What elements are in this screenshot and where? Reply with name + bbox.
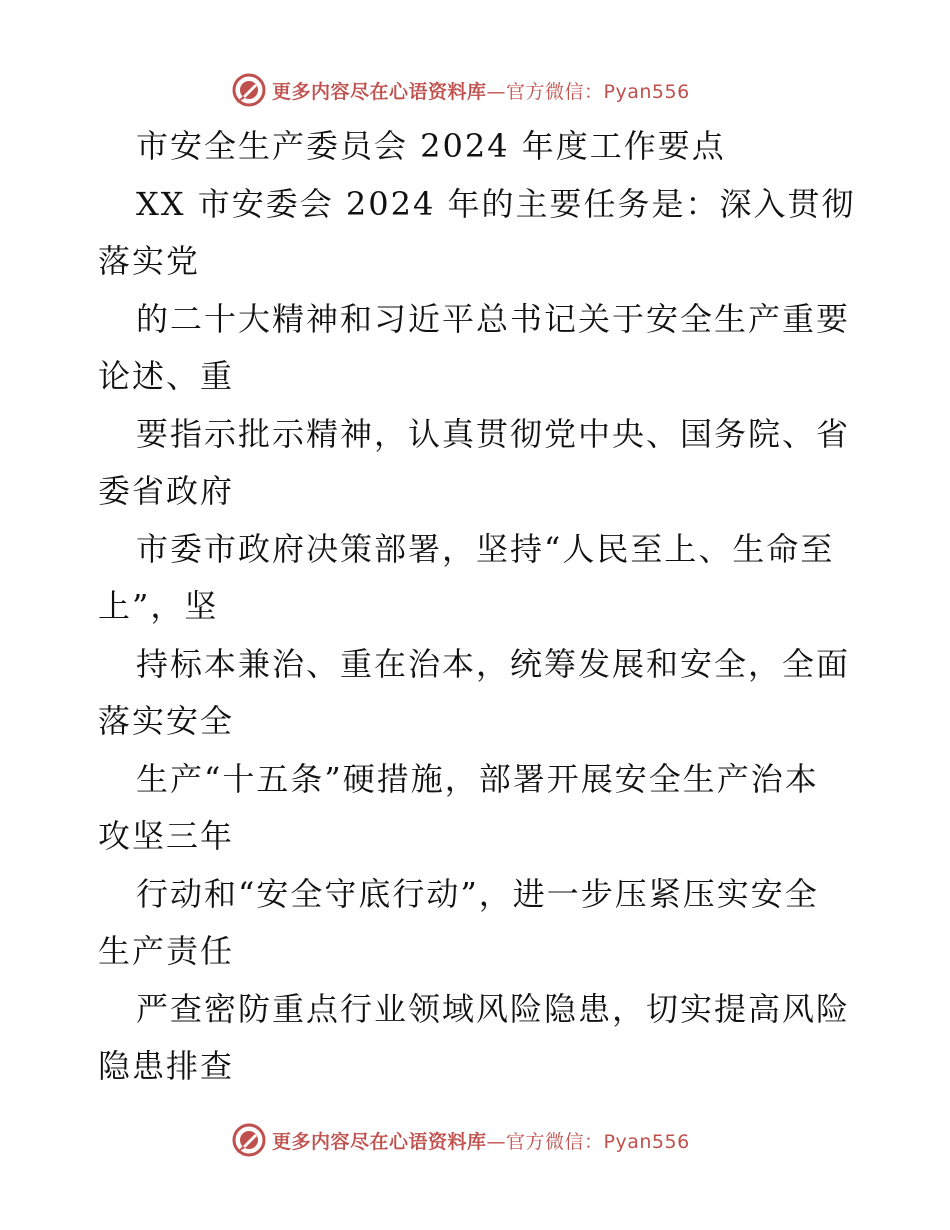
body-line: 严查密防重点行业领域风险隐患，切实提高风险 xyxy=(136,989,851,1028)
body-line: 的二十大精神和习近平总书记关于安全生产重要 xyxy=(136,299,851,338)
body-line: 持标本兼治、重在治本，统筹发展和安全，全面 xyxy=(136,644,851,683)
body-line: 要指示批示精神，认真贯彻党中央、国务院、省 xyxy=(136,414,851,453)
body-line: 落实安全 xyxy=(98,702,235,740)
footer-banner xyxy=(232,1120,690,1160)
header-banner xyxy=(232,70,690,110)
body-line: 生产“十五条”硬措施，部署开展安全生产治本 xyxy=(136,759,819,798)
header-banner-text: 更多内容尽在心语资料库 xyxy=(272,80,487,103)
header-banner-contact: 官方微信：Pyan556 xyxy=(506,80,690,103)
pen-logo-icon xyxy=(232,1123,266,1157)
body-line: 隐患排查 xyxy=(98,1047,235,1085)
body-line: 落实党 xyxy=(98,242,201,280)
body-line: XX 市安委会 2024 年的主要任务是：深入贯彻 xyxy=(136,184,856,223)
footer-banner-contact: 官方微信：Pyan556 xyxy=(506,1130,690,1153)
body-line: 上”，坚 xyxy=(98,587,219,625)
footer-banner-text: 更多内容尽在心语资料库 xyxy=(272,1130,487,1153)
body-line: 生产责任 xyxy=(98,932,235,970)
body-line: 攻坚三年 xyxy=(98,817,235,855)
document-body xyxy=(98,118,858,1096)
body-line: 市委市政府决策部署，坚持“人民至上、生命至 xyxy=(136,529,835,568)
header-banner-dash: — xyxy=(486,80,507,103)
footer-banner-dash: — xyxy=(486,1130,507,1153)
body-line: 论述、重 xyxy=(98,357,235,395)
pen-logo-icon xyxy=(232,73,266,107)
body-line: 行动和“安全守底行动”，进一步压紧压实安全 xyxy=(136,874,819,913)
body-line: 委省政府 xyxy=(98,472,235,510)
document-title: 市安全生产委员会 2024 年度工作要点 xyxy=(136,127,726,165)
